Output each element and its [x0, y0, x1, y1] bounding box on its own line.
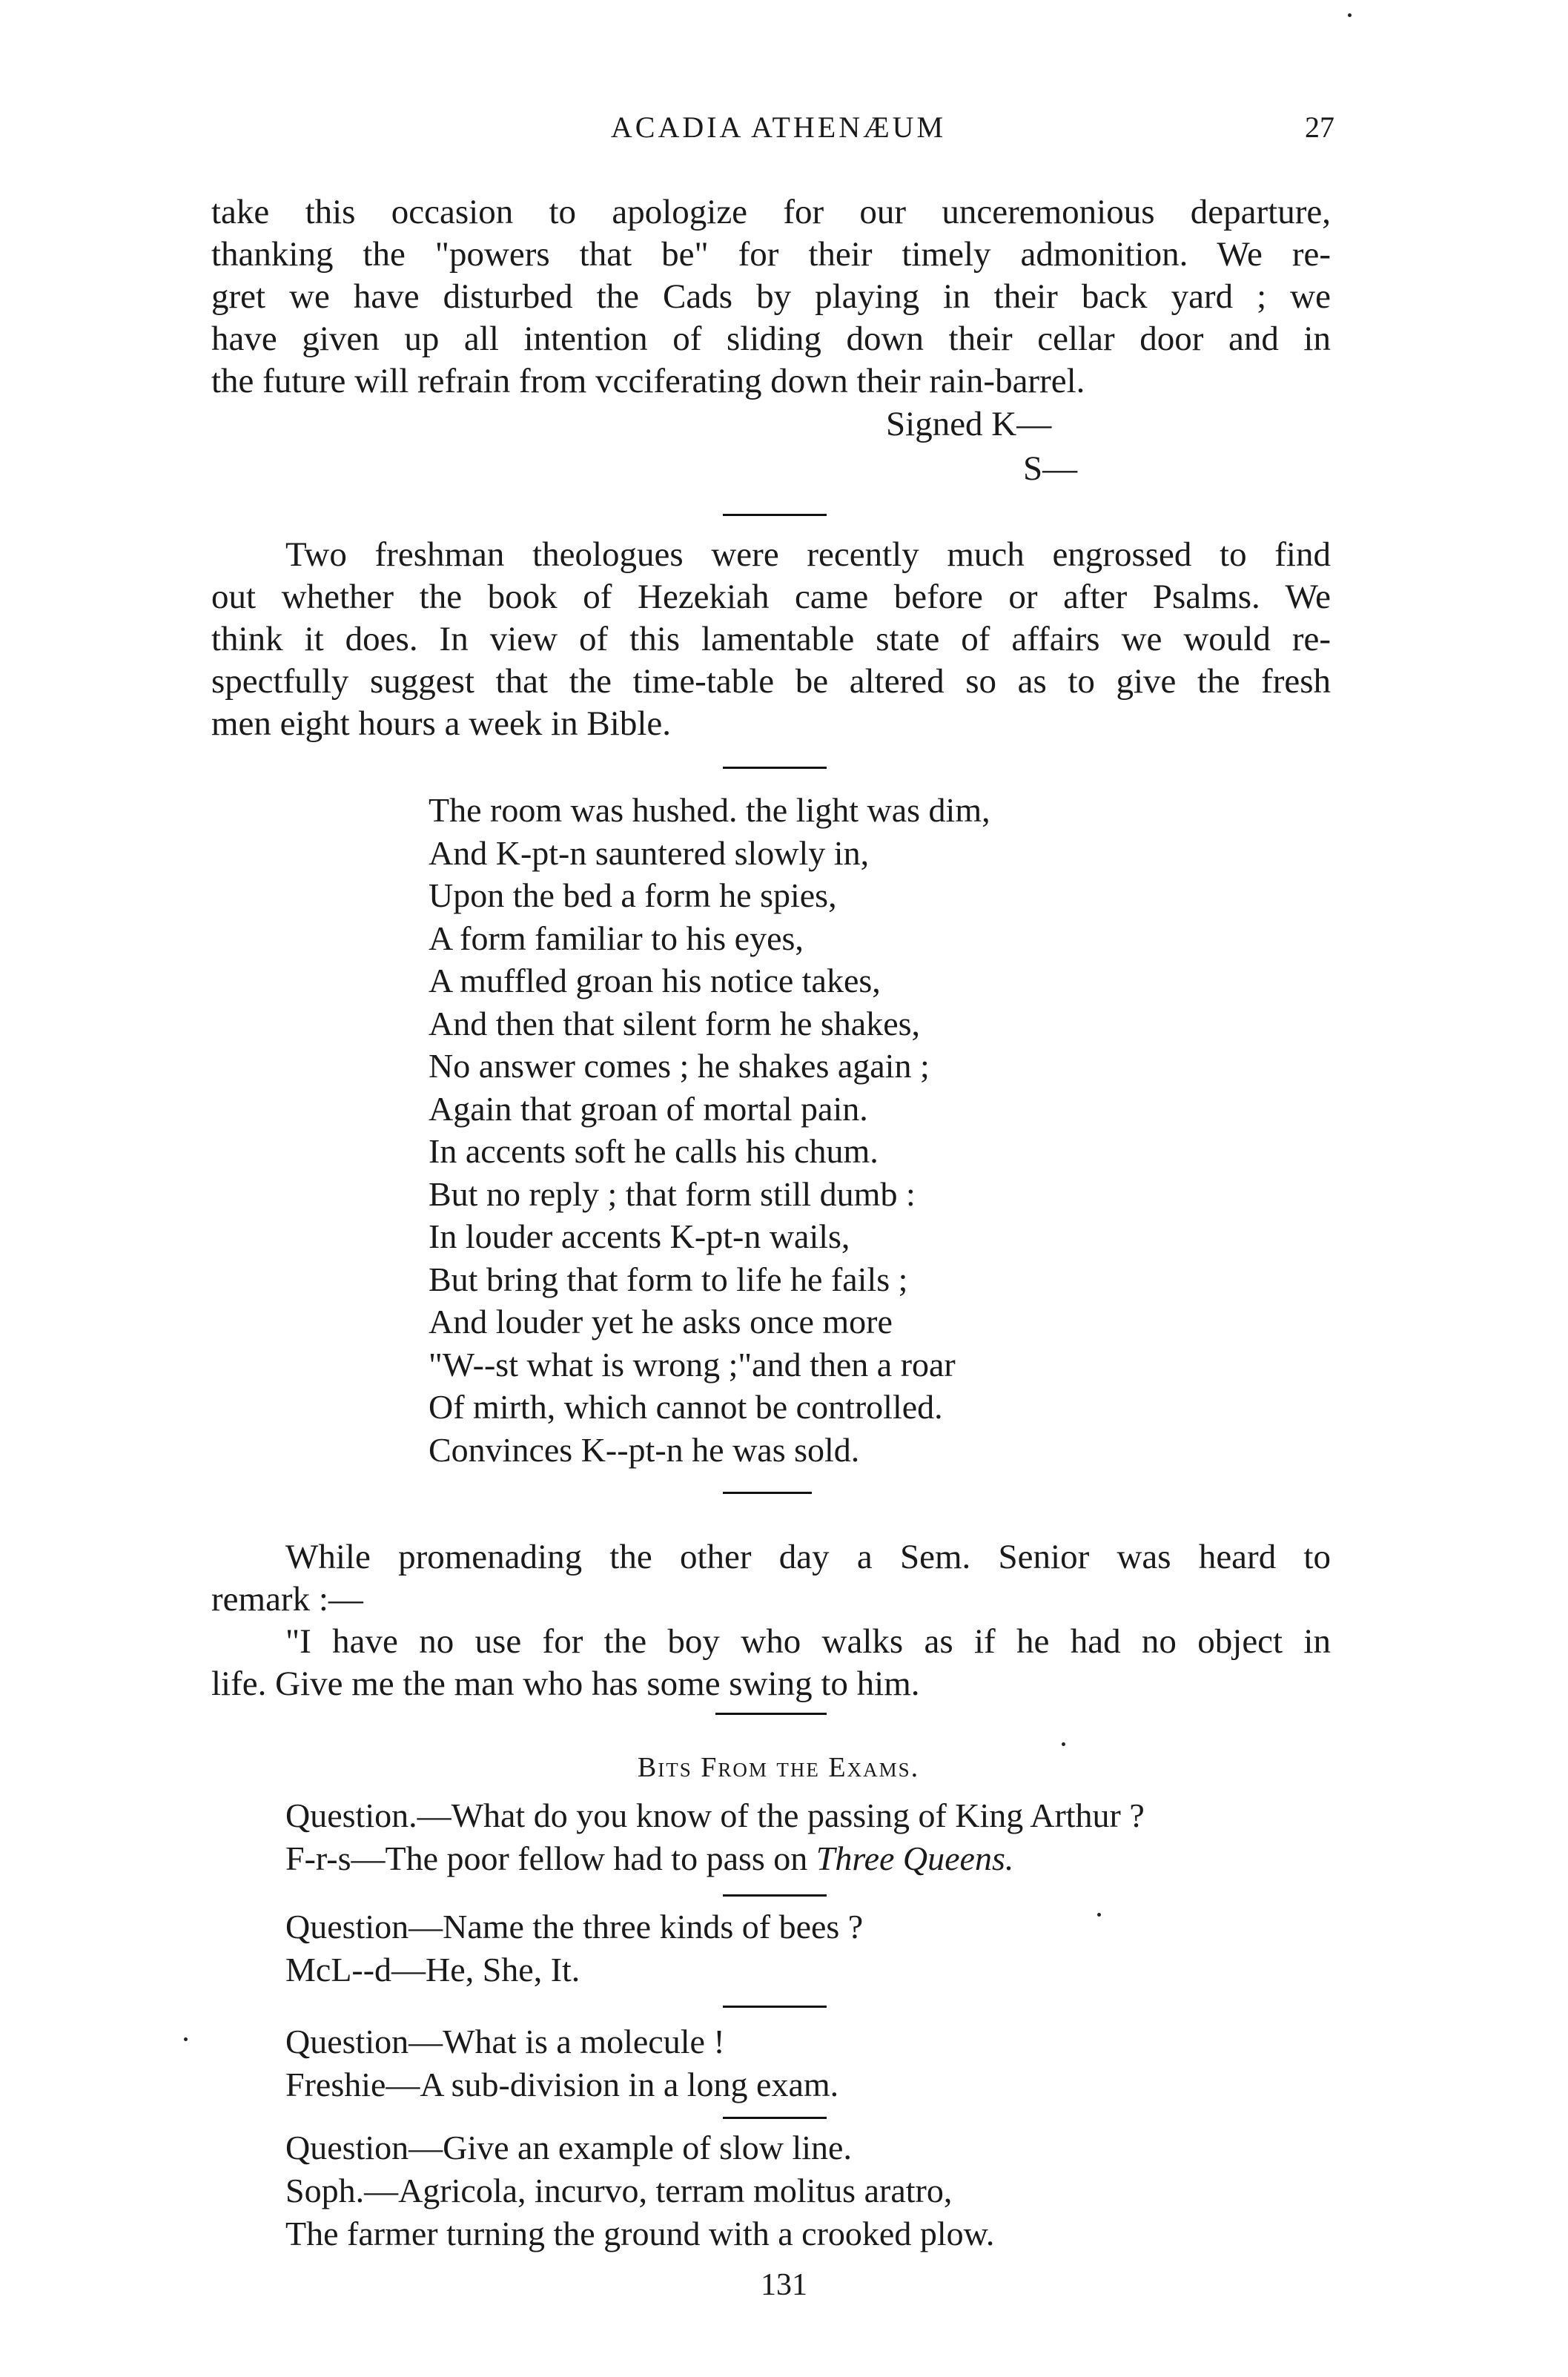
text-line: the future will refrain from vcciferating down their rain-barrel.	[211, 362, 1085, 400]
poem	[429, 789, 990, 1471]
divider-rule	[723, 1894, 827, 1897]
divider-rule	[715, 1713, 827, 1715]
exam-question: Question—What is a molecule !	[285, 2023, 725, 2060]
text-line: think it does. In view of this lamentable state of affairs we would re-	[211, 620, 1331, 658]
exam-answer: Freshie—A sub-division in a long exam.	[285, 2066, 839, 2103]
poem-line: Again that groan of mortal pain.	[429, 1089, 868, 1128]
text-line: have given up all intention of sliding down their cellar door and in	[211, 320, 1331, 358]
text-line: out whether the book of Hezekiah came before or after Psalms. We	[211, 578, 1331, 616]
divider-rule	[723, 2006, 827, 2008]
signature-s: S—	[1023, 449, 1078, 488]
poem-line: A form familiar to his eyes,	[429, 919, 804, 957]
exam-item	[285, 1794, 1145, 1880]
paragraph-promenading	[211, 1536, 1331, 1705]
poem-line: A muffled groan his notice takes,	[429, 962, 881, 999]
poem-line: And louder yet he asks once more	[429, 1303, 893, 1340]
journal-title: ACADIA ATHENÆUM	[610, 110, 947, 144]
text-line: While promenading the other day a Sem. Senior was heard to	[285, 1538, 1331, 1576]
poem-line: Of mirth, which cannot be controlled.	[429, 1388, 943, 1426]
text-line: "I have no use for the boy who walks as if he had no object in	[285, 1622, 1331, 1661]
poem-line: Upon the bed a form he spies,	[429, 876, 837, 914]
exam-question: Question—Name the three kinds of bees ?	[285, 1908, 864, 1945]
exam-answer-translation: The farmer turning the ground with a crooked plow.	[285, 2215, 995, 2252]
text-line: take this occasion to apologize for our unceremonious departure,	[211, 193, 1331, 231]
paragraph-apology	[211, 191, 1331, 403]
poem-line: But bring that form to life he fails ;	[429, 1260, 908, 1298]
exam-item	[285, 1905, 863, 1991]
scan-speck	[1348, 13, 1352, 17]
scan-speck	[1062, 1742, 1065, 1746]
text-line: gret we have disturbed the Cads by playing in their back yard ; we	[211, 277, 1331, 316]
divider-rule	[723, 514, 827, 516]
answer-text: F-r-s—The poor fellow had to pass on	[285, 1839, 816, 1877]
poem-line: But no reply ; that form still dumb :	[429, 1174, 916, 1213]
poem-line: In accents soft he calls his chum.	[429, 1132, 879, 1170]
running-header	[215, 110, 1342, 154]
exam-question: Question.—What do you know of the passing of King Arthur ?	[285, 1796, 1145, 1834]
poem-line: In louder accents K-pt-n wails,	[429, 1217, 850, 1255]
scan-speck	[184, 2037, 188, 2041]
scan-speck	[1097, 1913, 1101, 1917]
poem-line: No answer comes ; he shakes again ;	[429, 1047, 930, 1085]
text-line: thanking the "powers that be" for their timely admonition. We re-	[211, 235, 1331, 274]
exam-answer: Soph.—Agricola, incurvo, terram molitus aratro,	[285, 2172, 953, 2209]
text-line: life. Give me the man who has some swing to him.	[211, 1664, 920, 1703]
poem-line: The room was hushed. the light was dim,	[429, 791, 990, 829]
divider-rule	[723, 2117, 827, 2119]
poem-line: Convinces K--pt-n he was sold.	[429, 1430, 860, 1469]
section-heading: Bits From the Exams.	[637, 1752, 920, 1783]
paragraph-theologues	[211, 534, 1331, 745]
folio-number: 131	[761, 2268, 807, 2302]
signature-k: Signed K—	[886, 405, 1052, 443]
page-number: 27	[1305, 110, 1334, 144]
text-line: spectfully suggest that the time-table be altered so as to give the fresh	[211, 662, 1331, 701]
exam-item	[285, 2126, 994, 2255]
text-line: Two freshman theologues were recently much engrossed to find	[285, 535, 1331, 574]
divider-rule	[723, 767, 827, 769]
text-line: men eight hours a week in Bible.	[211, 704, 671, 743]
exam-answer: McL--d—He, She, It.	[285, 1951, 580, 1988]
exam-answer	[285, 1837, 1145, 1880]
exam-item	[285, 2020, 838, 2106]
poem-line: And K-pt-n sauntered slowly in,	[429, 833, 870, 872]
exam-question: Question—Give an example of slow line.	[285, 2129, 852, 2166]
poem-line: "W--st what is wrong ;"and then a roar	[429, 1345, 956, 1383]
answer-italic: Three Queens.	[816, 1839, 1014, 1877]
poem-line: And then that silent form he shakes,	[429, 1004, 921, 1042]
text-line: remark :—	[211, 1580, 363, 1619]
divider-rule	[723, 1492, 812, 1494]
